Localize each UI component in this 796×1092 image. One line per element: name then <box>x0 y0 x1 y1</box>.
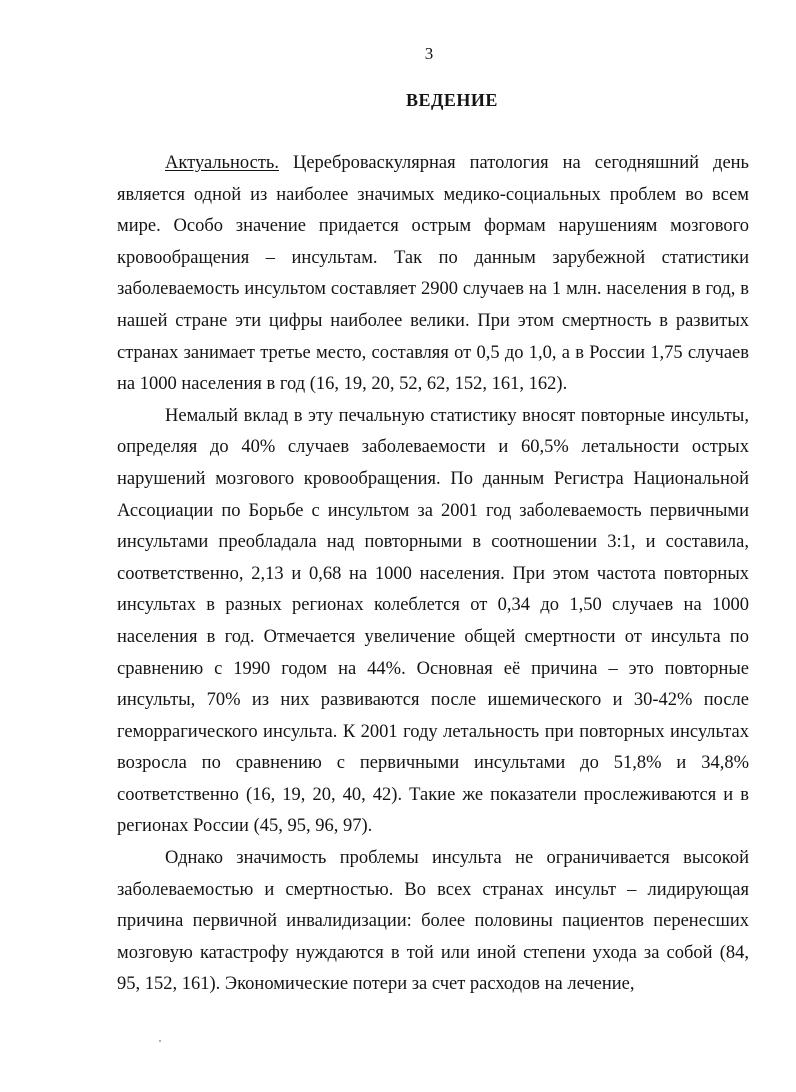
paragraph-repeat-strokes <box>117 401 749 843</box>
paragraph-text: Цереброваскулярная патология на сегодняшний день является одной из наиболее значимых медико-социальных проблем во всем мире. Особо значение придается острым формам нарушениям мозгового кровообращения – инсультам. Так по данным зарубежной статистики заболеваемость инсультом составляет 2900 случаев на 1 млн. населения в год, в нашей стране эти цифры наиболее велики. При этом смертность в развитых странах занимает третье место, составляя от 0,5 до 1,0, а в России 1,75 случаев на 1000 населения в год (16, 19, 20, 52, 62, 152, 161, 162). <box>117 153 749 395</box>
paragraph-disability <box>117 843 749 1001</box>
relevance-label: Актуальность. <box>165 153 279 173</box>
body-text <box>117 148 749 1001</box>
scan-speck <box>159 1040 161 1042</box>
section-heading: ВЕДЕНИЕ <box>406 90 498 110</box>
paragraph-relevance <box>117 148 749 401</box>
paragraph-text: Однако значимость проблемы инсульта не ограничивается высокой заболеваемостью и смертностью. Во всех странах инсульт – лидирующая причина первичной инвалидизации: более половины пациентов перенесших мозговую катастрофу нуждаются в той или иной степени ухода за собой (84, 95, 152, 161). Экономические потери за счет расходов на лечение, <box>117 848 749 995</box>
page-number: 3 <box>424 44 434 63</box>
paragraph-text: Немалый вклад в эту печальную статистику вносят повторные инсульты, определяя до 40% случаев заболеваемости и 60,5% летальности острых нарушений мозгового кровообращения. По данным Регистра Национальной Ассоциации по Борьбе с инсультом за 2001 год заболеваемость первичными инсультами преобладала над повторными в соотношении 3:1, и составила, соответственно, 2,13 и 0,68 на 1000 населения. При этом частота повторных инсультах в разных регионах колеблется от 0,34 до 1,50 случаев на 1000 населения в год. Отмечается увеличение общей смертности от инсульта по сравнению с 1990 годом на 44%. Основная её причина – это повторные инсульты, 70% из них развиваются после ишемического и 30-42% после геморрагического инсульта. К 2001 году летальность при повторных инсультах возросла по сравнению с первичными инсультами до 51,8% и 34,8% соответственно (16, 19, 20, 40, 42). Такие же показатели прослеживаются и в регионах России (45, 95, 96, 97). <box>117 405 749 837</box>
